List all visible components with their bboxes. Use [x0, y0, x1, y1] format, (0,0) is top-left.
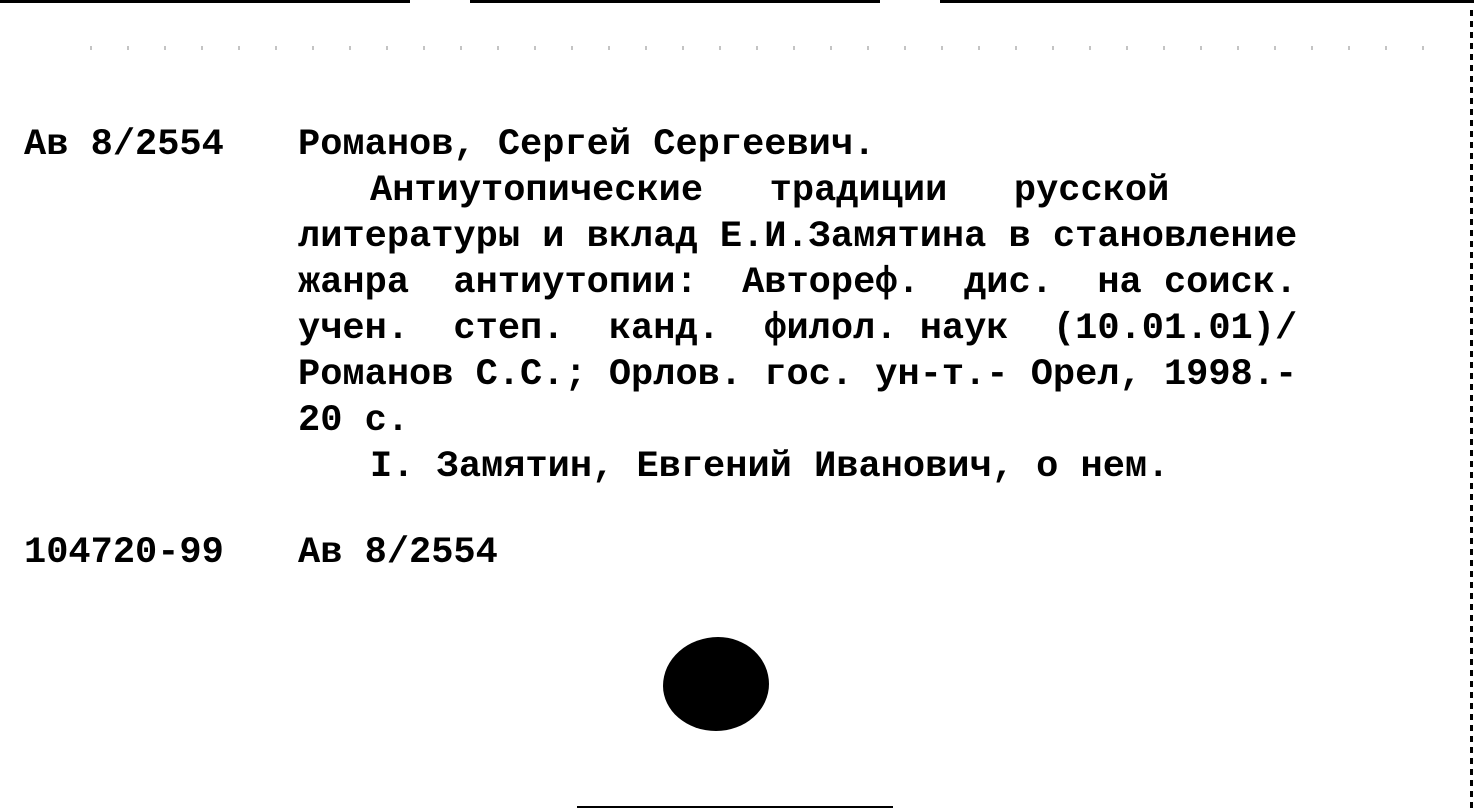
- body-line-5: Романов С.С.; Орлов. гос. ун-т.- Орел, 1998.-: [298, 354, 1298, 396]
- inventory-number: 104720-99: [24, 532, 224, 574]
- body-line-3: жанра антиутопии: Автореф. дис. на соиск.: [298, 262, 1298, 304]
- body-line-1: Антиутопические традиции русской: [370, 170, 1170, 212]
- body-line-4: учен. степ. канд. филол. наук (10.01.01)/: [298, 308, 1298, 350]
- card-bottom-edge: [577, 806, 893, 808]
- body-line-2: литературы и вклад Е.И.Замятина в становление: [298, 216, 1298, 258]
- subject-entry: I. Замятин, Евгений Иванович, о нем.: [370, 446, 1170, 488]
- inventory-shelfmark: Ав 8/2554: [298, 532, 498, 574]
- punch-hole: [663, 637, 769, 731]
- card-top-edge: [0, 0, 1474, 3]
- shelfmark: Ав 8/2554: [24, 124, 224, 166]
- card-top-edge-gap: [410, 0, 470, 3]
- body-line-6: 20 с.: [298, 400, 410, 442]
- card-top-edge-gap: [880, 0, 940, 3]
- scan-noise: [90, 46, 1430, 50]
- card-right-edge: [1470, 10, 1473, 810]
- author-heading: Романов, Сергей Сергеевич.: [298, 124, 876, 166]
